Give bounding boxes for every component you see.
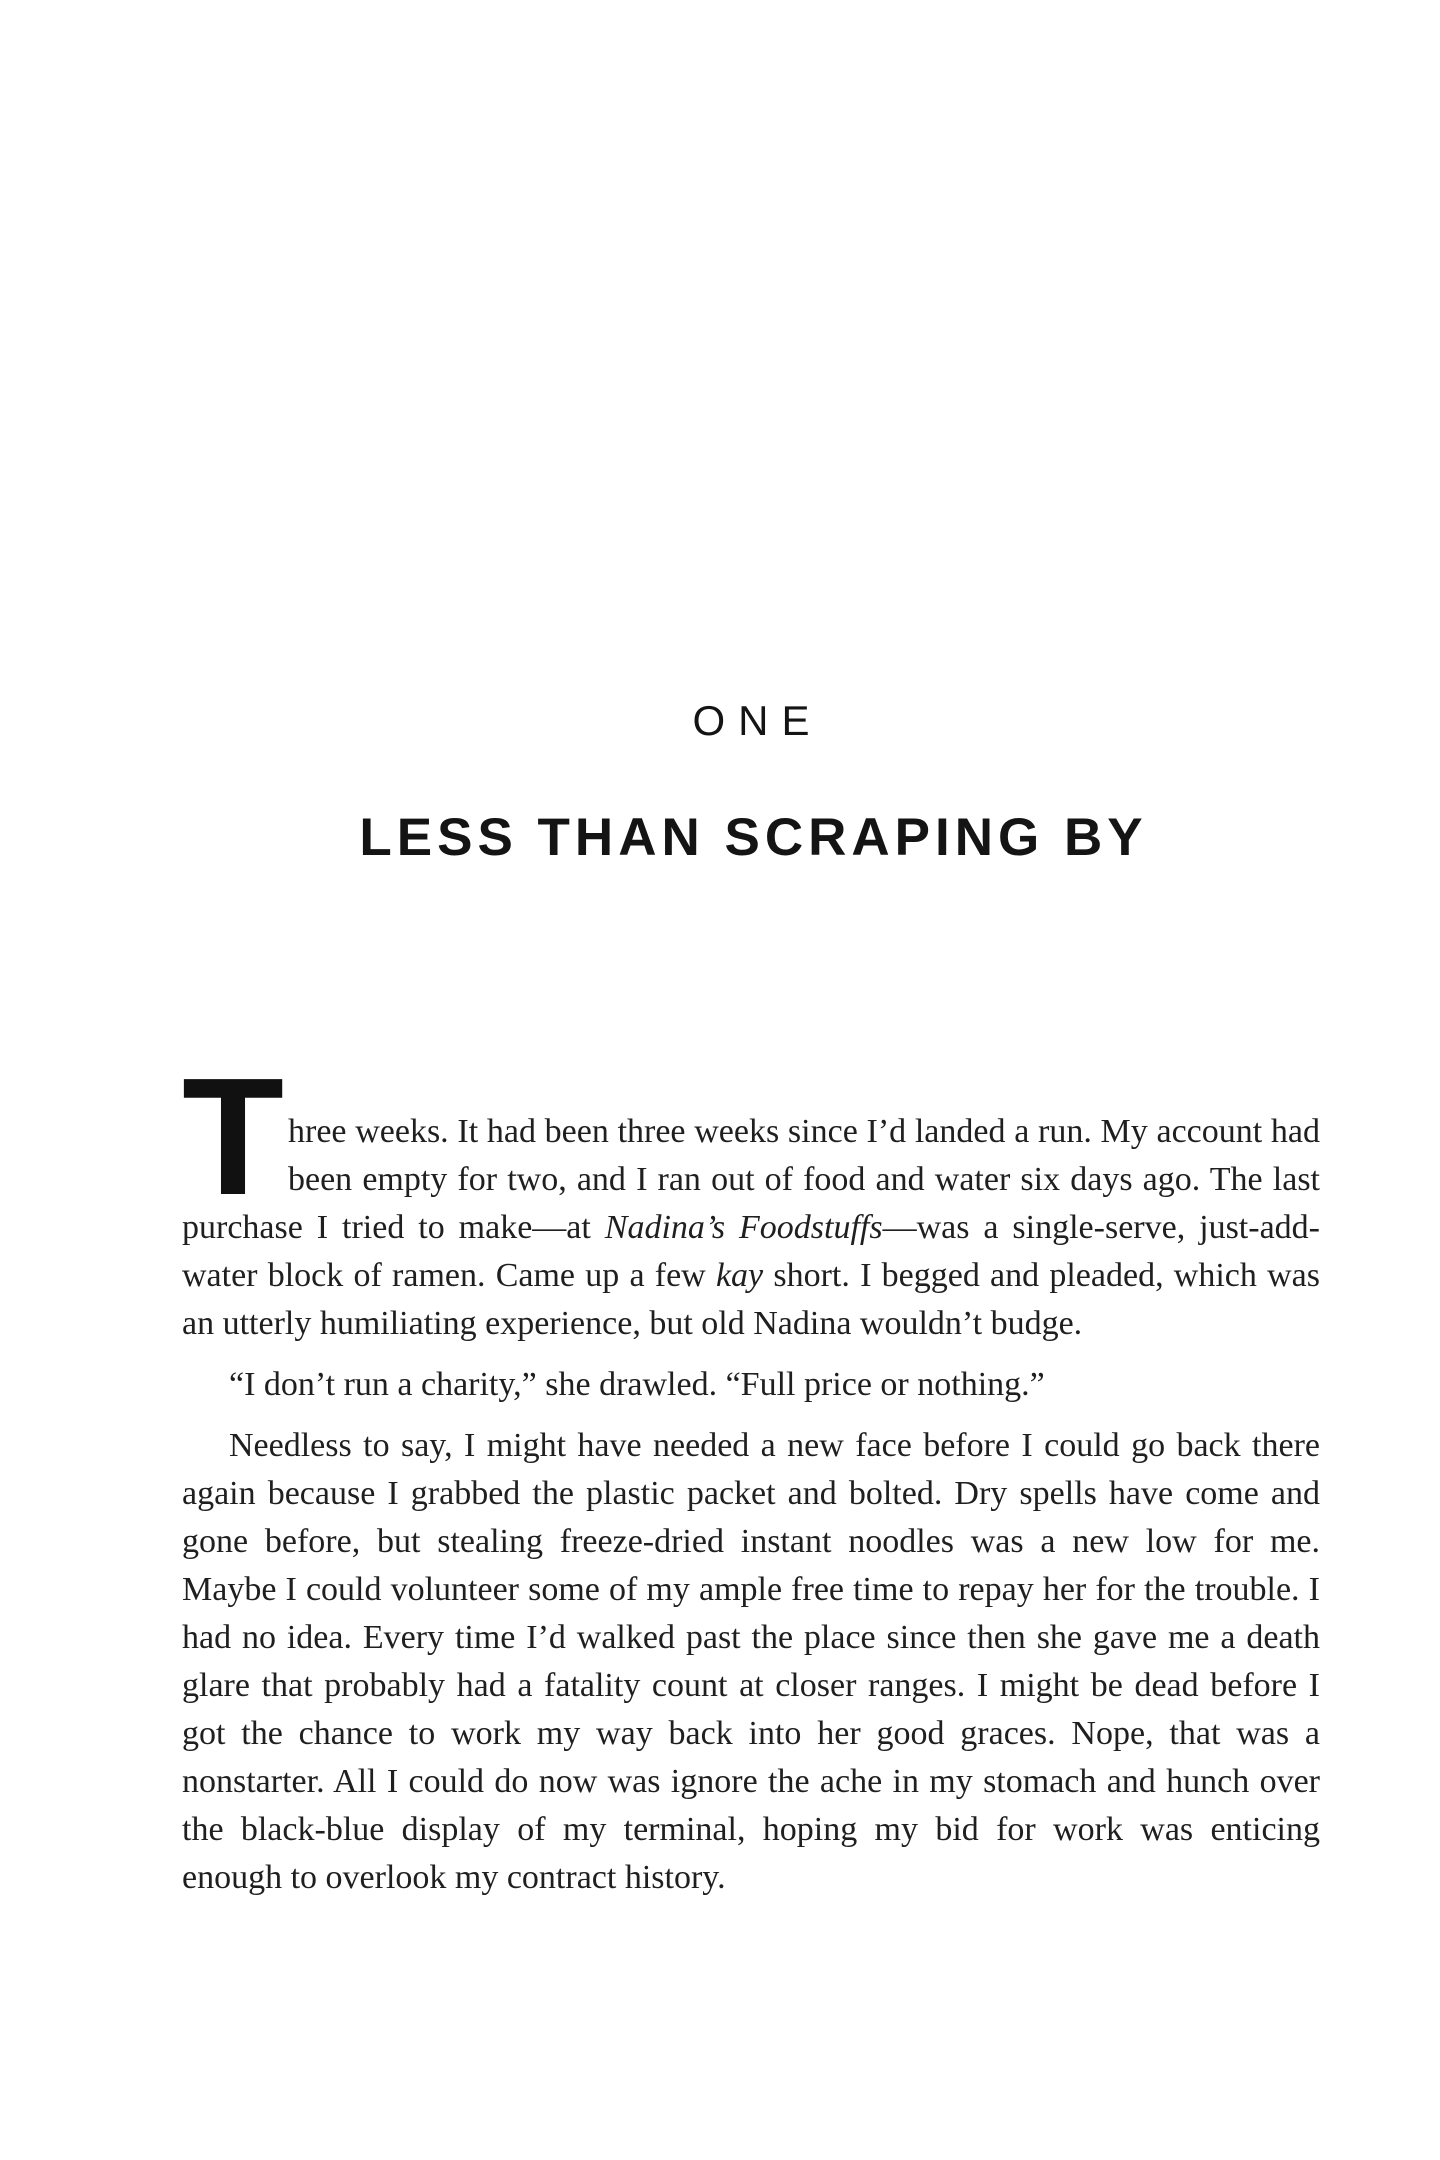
- chapter-title: LESS THAN SCRAPING BY: [359, 808, 1148, 867]
- paragraph: [182, 1044, 1320, 1348]
- text-run: hree weeks. It had been three weeks since I’d landed a run. My account had been empty for two, and I ran out of food and water six days ago. The last purchase I tried to make—at: [182, 1113, 1320, 1246]
- text-run: short. I begged and pleaded, which was an utterly humiliating experience, but old Nadina wouldn’t budge.: [182, 1257, 1320, 1342]
- text-run: “I don’t run a charity,” she drawled. “Full price or nothing.”: [229, 1366, 1045, 1403]
- chapter-body: [182, 1044, 1320, 1902]
- text-run: Needless to say, I might have needed a new face before I could go back there again because I grabbed the plastic packet and bolted. Dry spells have come and gone before, but stealing freeze-dried instant noodles was a new low for me. Maybe I could volunteer some of my ample free time to repay her for the trouble. I had no idea. Every time I’d walked past the place since then she gave me a death glare that probably had a fatality count at closer ranges. I might be dead before I got the chance to work my way back into her good graces. Nope, that was a nonstarter. All I could do now was ignore the ache in my stomach and hunch over the black-blue display of my terminal, hoping my bid for work was enticing enough to overlook my contract history.: [182, 1427, 1320, 1896]
- italic-text-run: kay: [715, 1257, 764, 1294]
- text-run: —was a single-serve, just-add-water block of ramen. Came up a few: [182, 1209, 1320, 1294]
- italic-text-run: Nadina’s Foodstuffs: [604, 1209, 883, 1246]
- paragraph: [182, 1361, 1320, 1409]
- paragraph: [182, 1422, 1320, 1902]
- chapter-number: ONE: [692, 697, 823, 744]
- drop-cap: T: [182, 1044, 285, 1230]
